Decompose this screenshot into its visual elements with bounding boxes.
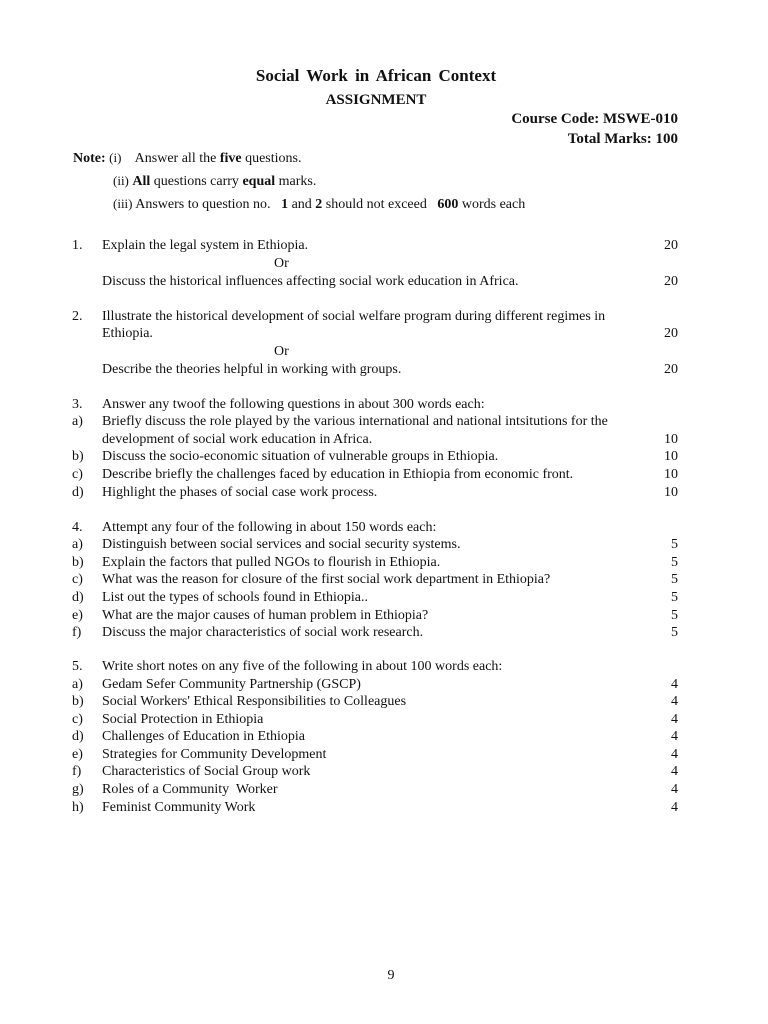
question-line: [72, 326, 678, 344]
sub-question: [72, 485, 678, 503]
sub-question-text: Gedam Sefer Community Partnership (GSCP): [102, 677, 361, 692]
sub-question-marks: 5: [671, 537, 678, 552]
question-marks: 20: [664, 326, 678, 341]
sub-question-letter: b): [72, 449, 84, 464]
sub-question-marks: 5: [671, 608, 678, 623]
note-text: words each: [461, 197, 526, 212]
question-line: [72, 362, 678, 380]
question-intro: [72, 397, 678, 415]
document-title: Social Work in African Context: [255, 66, 497, 85]
sub-question-letter: f): [72, 625, 82, 640]
sub-question-text: What are the major causes of human problem in Ethiopia?: [102, 608, 429, 623]
sub-question: [72, 449, 678, 467]
question-text: Illustrate the historical development of social welfare program during different regimes in: [102, 309, 606, 324]
sub-question: [72, 677, 678, 695]
sub-question-letter: f): [72, 764, 82, 779]
sub-question-marks: 4: [671, 747, 678, 762]
sub-question: [72, 537, 678, 555]
question-text: Attempt any four of the following in about 150 words each:: [102, 520, 437, 535]
sub-question-marks: 4: [671, 729, 678, 744]
sub-question-marks: 4: [671, 782, 678, 797]
or-separator: Or: [274, 256, 289, 271]
sub-question-letter: b): [72, 555, 84, 570]
sub-question-marks: 4: [671, 694, 678, 709]
note-text: questions carry: [153, 174, 239, 189]
page-number: 9: [387, 968, 395, 983]
note-text: and: [291, 197, 312, 212]
question-marks: 20: [664, 362, 678, 377]
note-index: (iii): [113, 196, 133, 211]
sub-question: [72, 572, 678, 590]
or-line: [72, 344, 678, 362]
sub-question-letter: a): [72, 537, 83, 552]
sub-question-marks: 10: [664, 449, 678, 464]
sub-question-text: development of social work education in Africa.: [102, 432, 373, 447]
sub-question: [72, 747, 678, 765]
sub-question-marks: 10: [664, 485, 678, 500]
question-number: 4.: [72, 520, 83, 535]
question-line: [72, 274, 678, 292]
sub-question: [72, 625, 678, 643]
sub-question: [72, 467, 678, 485]
document-subtitle: ASSIGNMENT: [325, 92, 427, 108]
sub-question-text: Discuss the socio-economic situation of vulnerable groups in Ethiopia.: [102, 449, 499, 464]
question-text: Discuss the historical influences affecting social work education in Africa.: [102, 274, 519, 289]
question-text: Explain the legal system in Ethiopia.: [102, 238, 309, 253]
sub-question-letter: c): [72, 572, 83, 587]
note-label: Note:: [73, 151, 106, 166]
sub-question-marks: 10: [664, 467, 678, 482]
sub-question-text: Challenges of Education in Ethiopia: [102, 729, 305, 744]
question-text: Ethiopia.: [102, 326, 153, 341]
sub-question-text: Highlight the phases of social case work process.: [102, 485, 378, 500]
sub-question: [72, 729, 678, 747]
sub-question-text: What was the reason for closure of the first social work department in Ethiopia?: [102, 572, 551, 587]
sub-question: [72, 608, 678, 626]
sub-question-text: Strategies for Community Development: [102, 747, 327, 762]
sub-question-text: Discuss the major characteristics of social work research.: [102, 625, 424, 640]
sub-question-text: Social Protection in Ethiopia: [102, 712, 264, 727]
sub-question-letter: g): [72, 782, 84, 797]
sub-question-marks: 5: [671, 625, 678, 640]
sub-question: [72, 800, 678, 818]
sub-question-letter: a): [72, 677, 83, 692]
note-item-1: [73, 150, 301, 170]
sub-question-text: Distinguish between social services and social security systems.: [102, 537, 461, 552]
question-line: [72, 309, 678, 327]
note-bold: 1: [281, 197, 289, 212]
sub-question-text: Explain the factors that pulled NGOs to flourish in Ethiopia.: [102, 555, 441, 570]
note-bold: five: [219, 151, 242, 166]
question-line: [72, 238, 678, 256]
sub-question: [72, 712, 678, 730]
sub-question-text: Characteristics of Social Group work: [102, 764, 311, 779]
note-item-3: [113, 196, 525, 216]
sub-question-letter: c): [72, 712, 83, 727]
question-text: Write short notes on any five of the following in about 100 words each:: [102, 659, 503, 674]
note-item-2: [113, 173, 316, 193]
note-text: Answer all the: [134, 151, 217, 166]
question-number: 3.: [72, 397, 83, 412]
sub-question-letter: e): [72, 747, 83, 762]
sub-question: [72, 555, 678, 573]
sub-question-marks: 4: [671, 764, 678, 779]
sub-question-letter: e): [72, 608, 83, 623]
total-marks: Total Marks: 100: [567, 131, 678, 147]
sub-question-letter: d): [72, 485, 84, 500]
sub-question: [72, 432, 678, 450]
question-number: 2.: [72, 309, 83, 324]
note-index: (i): [109, 150, 122, 165]
note-bold: equal: [242, 174, 276, 189]
note-bold: 600: [437, 197, 459, 212]
sub-question-marks: 10: [664, 432, 678, 447]
question-number: 1.: [72, 238, 83, 253]
sub-question-text: Briefly discuss the role played by the various international and national intsitutions for the: [102, 414, 608, 429]
sub-question: [72, 694, 678, 712]
sub-question-letter: d): [72, 590, 84, 605]
note-index: (ii): [113, 173, 129, 188]
note-text: should not exceed: [325, 197, 427, 212]
sub-question-marks: 5: [671, 590, 678, 605]
question-text: Answer any twoof the following questions in about 300 words each:: [102, 397, 485, 412]
question-intro: [72, 659, 678, 677]
sub-question-text: Social Workers' Ethical Responsibilities to Colleagues: [102, 694, 407, 709]
sub-question-letter: b): [72, 694, 84, 709]
sub-question: [72, 590, 678, 608]
question-marks: 20: [664, 238, 678, 253]
note-bold: All: [132, 174, 151, 189]
sub-question: [72, 782, 678, 800]
question-text: Describe the theories helpful in working with groups.: [102, 362, 402, 377]
sub-question-letter: h): [72, 800, 84, 815]
note-text: marks.: [278, 174, 317, 189]
sub-question-text: Feminist Community Work: [102, 800, 256, 815]
question-marks: 20: [664, 274, 678, 289]
sub-question-marks: 4: [671, 677, 678, 692]
note-text: Answers to question no.: [135, 197, 271, 212]
sub-question-text: Describe briefly the challenges faced by education in Ethiopia from economic front.: [102, 467, 574, 482]
sub-question-letter: d): [72, 729, 84, 744]
sub-question-marks: 5: [671, 572, 678, 587]
sub-question-letter: a): [72, 414, 83, 429]
sub-question-text: Roles of a Community Worker: [102, 782, 278, 797]
question-intro: [72, 520, 678, 538]
or-separator: Or: [274, 344, 289, 359]
question-number: 5.: [72, 659, 83, 674]
note-text: questions.: [245, 151, 302, 166]
or-line: [72, 256, 678, 274]
sub-question-text: List out the types of schools found in Ethiopia..: [102, 590, 368, 605]
note-bold: 2: [315, 197, 323, 212]
sub-question-marks: 4: [671, 712, 678, 727]
sub-question-letter: c): [72, 467, 83, 482]
sub-question: [72, 414, 678, 432]
sub-question-marks: 4: [671, 800, 678, 815]
sub-question-marks: 5: [671, 555, 678, 570]
sub-question: [72, 764, 678, 782]
course-code: Course Code: MSWE-010: [511, 111, 678, 127]
